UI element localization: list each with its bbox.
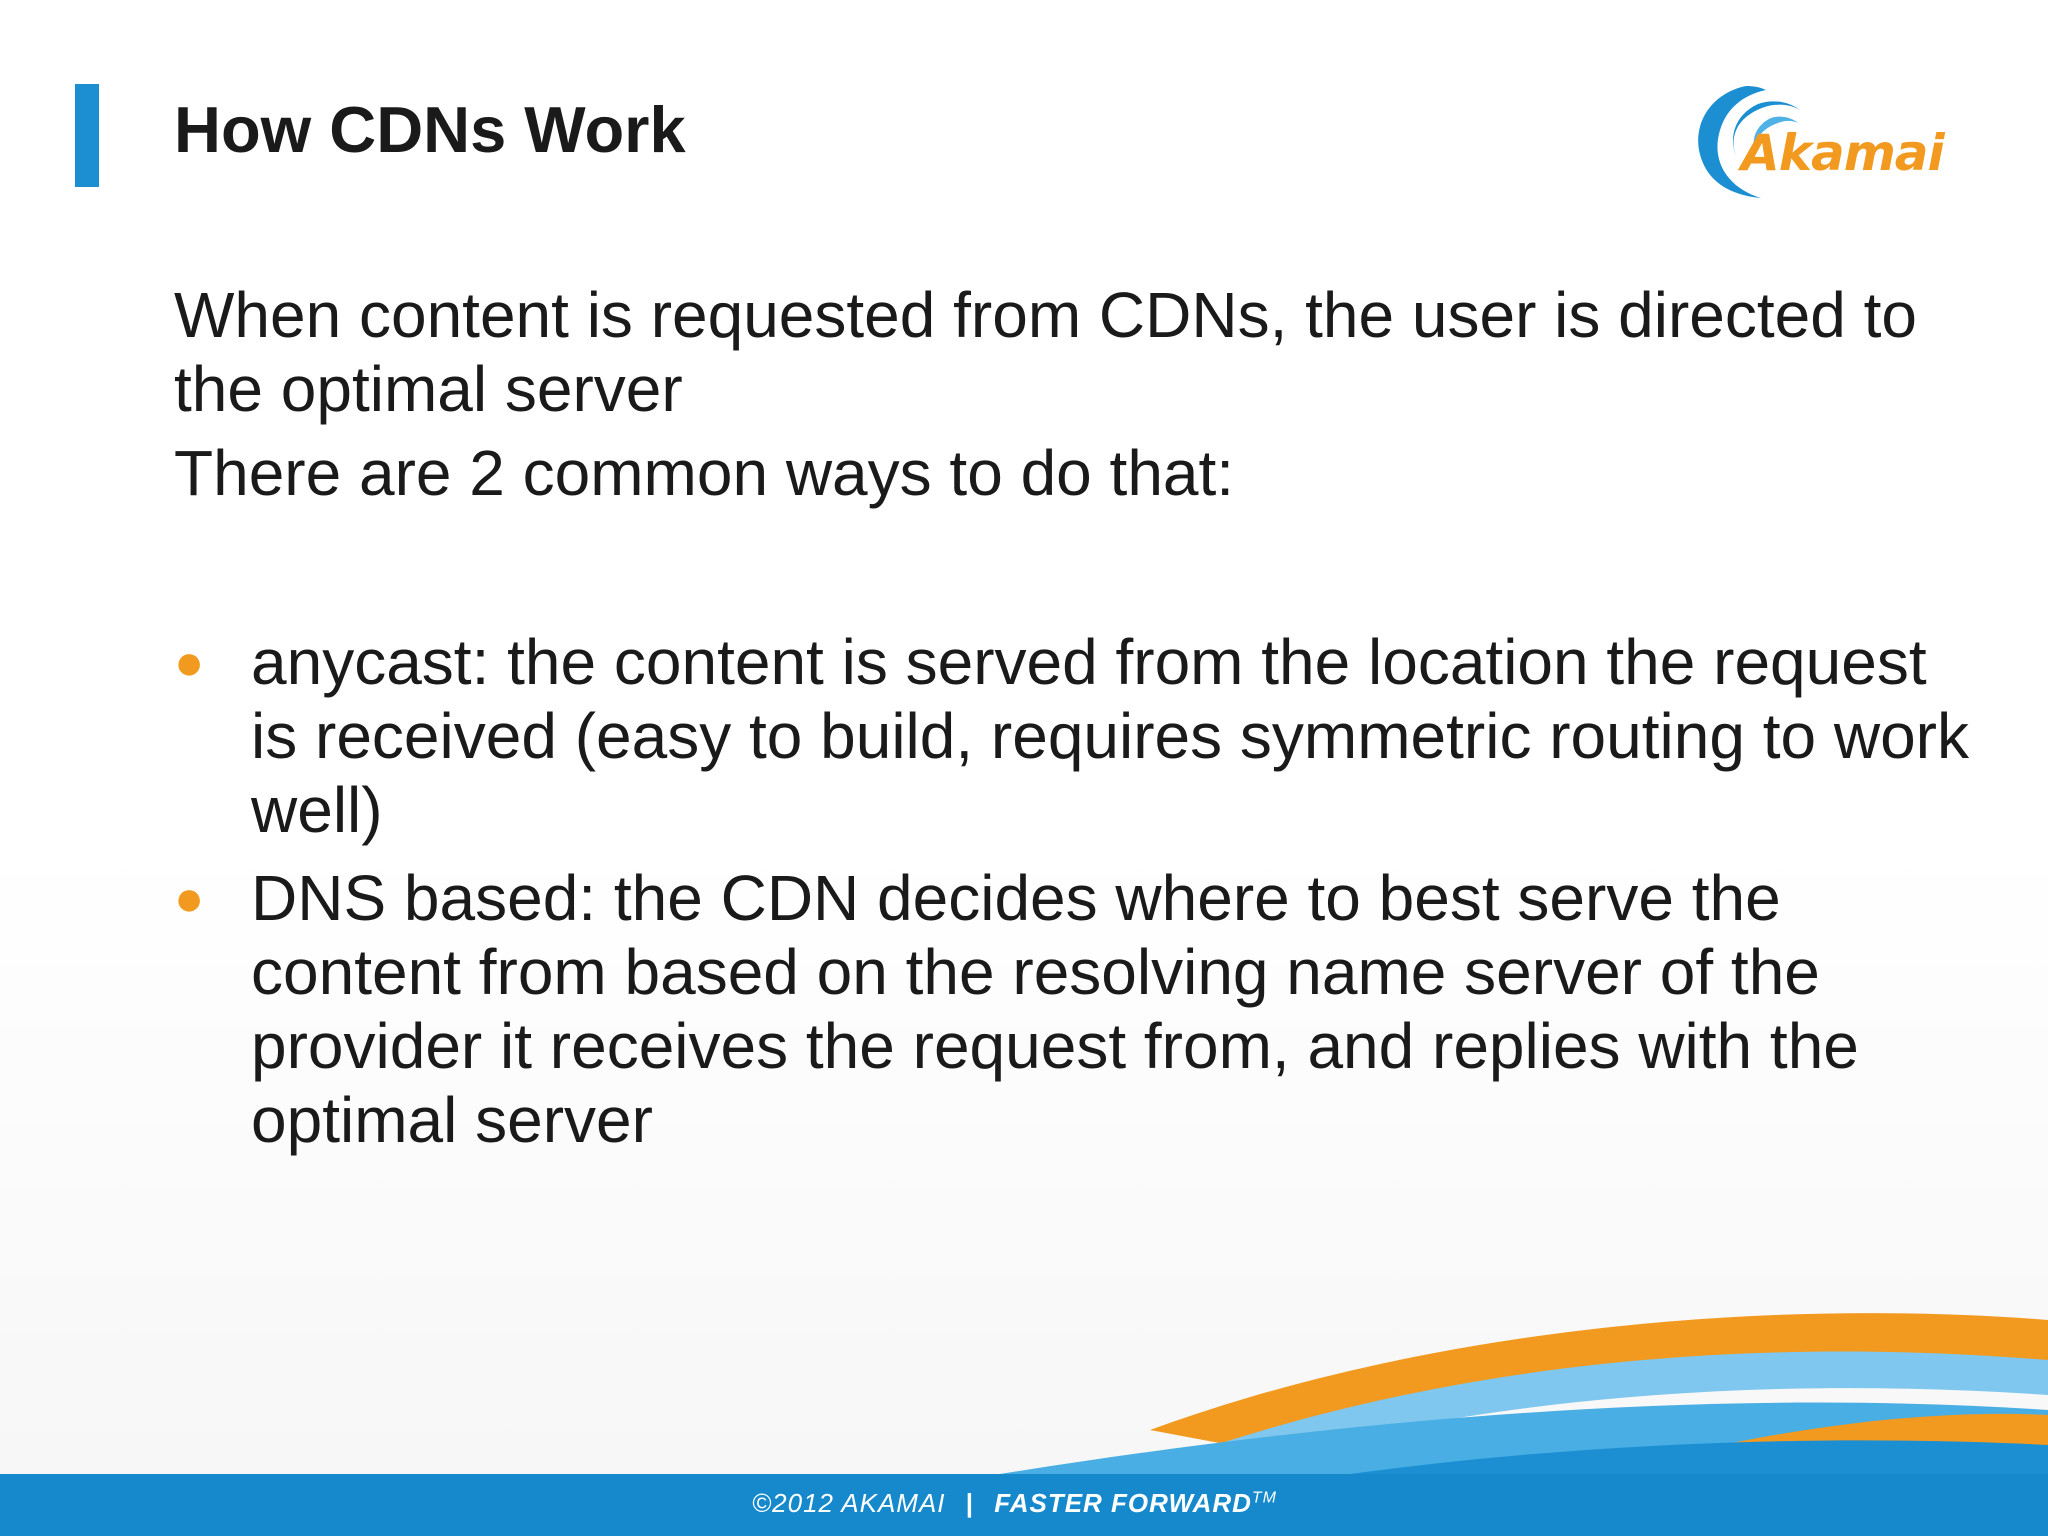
akamai-logo (1676, 74, 1956, 204)
footer-separator: | (965, 1488, 975, 1518)
bullet-item (174, 861, 1974, 1157)
bullet-item (174, 625, 1974, 847)
intro-text (174, 278, 1934, 510)
footer-copyright: ©2012 AKAMAI (752, 1488, 946, 1518)
logo-wordmark: Akamai (1741, 124, 1944, 182)
footer (752, 1488, 1277, 1519)
footer-tagline: FASTER FORWARD (994, 1488, 1252, 1518)
bullet-text: anycast: the content is served from the location the request is received (easy to build, requires symmetric routing to work well) (251, 626, 1969, 846)
bullet-dot-icon: ● (174, 634, 205, 690)
intro-paragraph-2: There are 2 common ways to do that: (174, 437, 1235, 509)
title-accent-bar (75, 84, 99, 187)
bullet-text: DNS based: the CDN decides where to best serve the content from based on the resolving name server of the provider it receives the request from, and replies with the optimal server (251, 862, 1859, 1156)
footer-trademark: TM (1251, 1489, 1278, 1507)
slide-title: How CDNs Work (174, 93, 686, 166)
bullet-list (174, 625, 1974, 1171)
bullet-dot-icon: ● (174, 870, 205, 926)
intro-paragraph-1: When content is requested from CDNs, the user is directed to the optimal server (174, 279, 1917, 425)
